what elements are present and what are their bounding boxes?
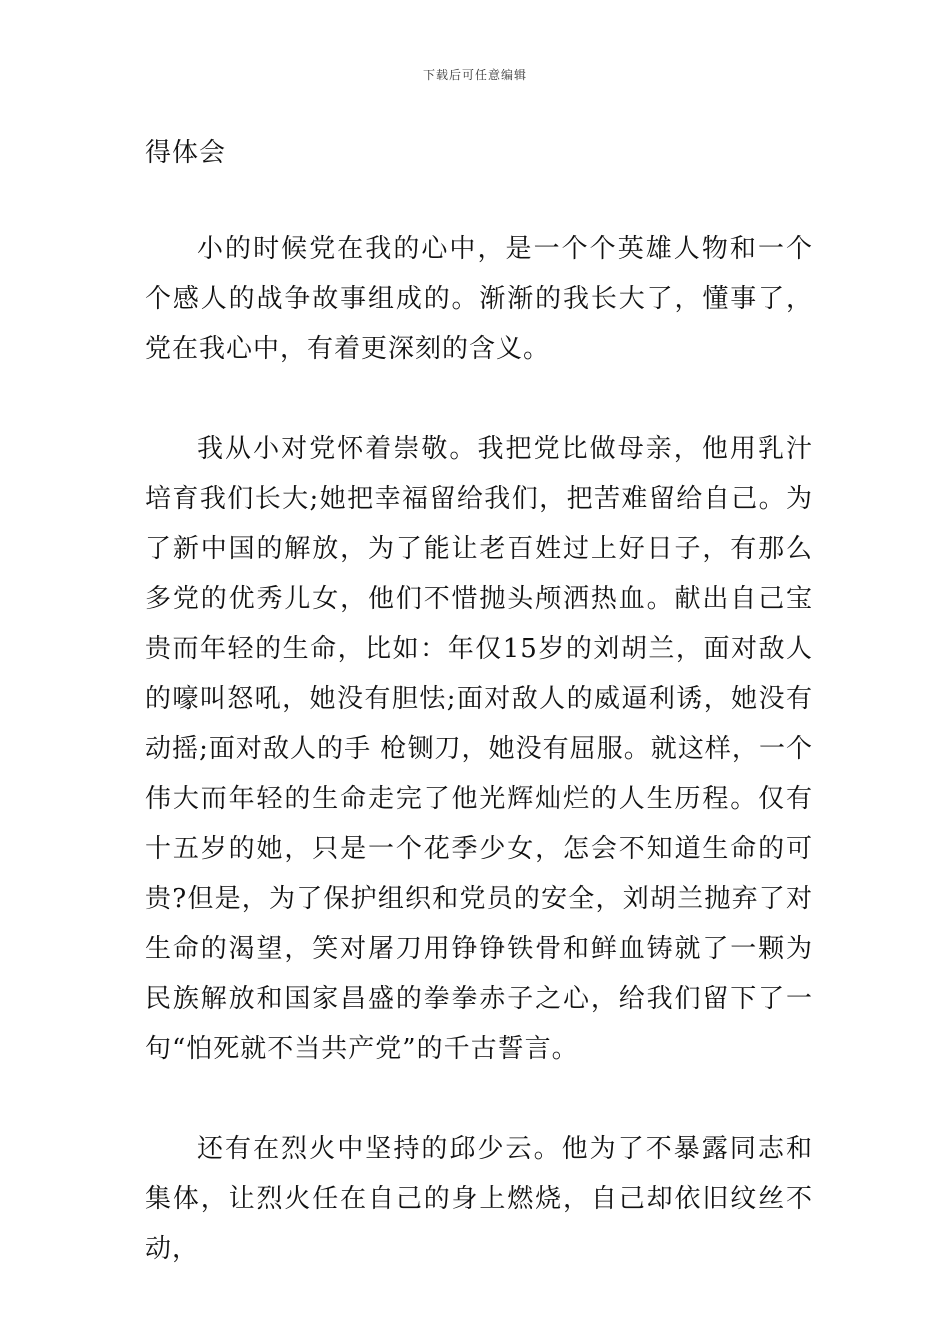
- paragraph-3: 还有在烈火中坚持的邱少云。他为了不暴露同志和集体，让烈火任在自己的身上燃烧，自己却依旧纹丝不动，: [145, 1134, 813, 1264]
- paragraph-1: 小的时候党在我的心中，是一个个英雄人物和一个个感人的战争故事组成的。渐渐的我长大了，懂事了，党在我心中，有着更深刻的含义。: [145, 234, 813, 364]
- page-header: 下载后可任意编辑: [422, 68, 527, 82]
- document-body: [145, 128, 813, 1324]
- paragraph-2: 我从小对党怀着崇敬。我把党比做母亲，他用乳汁培育我们长大;她把幸福留给我们，把苦难留给自己。为了新中国的解放，为了能让老百姓过上好日子，有那么多党的优秀儿女，他们不惜抛头颅洒热血。献出自己宝贵而年轻的生命，比如：年仅15岁的刘胡兰，面对敌人的嚎叫怒吼，她没有胆怯;面对敌人的威逼利诱，她没有动摇;面对敌人的手 枪铡刀，她没有屈服。就这样，一个伟大而年轻的生命走完了他光辉灿烂的人生历程。仅有十五岁的她，只是一个花季少女，怎会不知道生命的可贵?但是，为了保护组织和党员的安全，刘胡兰抛弃了对生命的渴望，笑对屠刀用铮铮铁骨和鲜血铸就了一颗为民族解放和国家昌盛的拳拳赤子之心，给我们留下了一句“怕死就不当共产党”的千古誓言。: [145, 434, 813, 1064]
- document-title: 得体会: [145, 138, 227, 168]
